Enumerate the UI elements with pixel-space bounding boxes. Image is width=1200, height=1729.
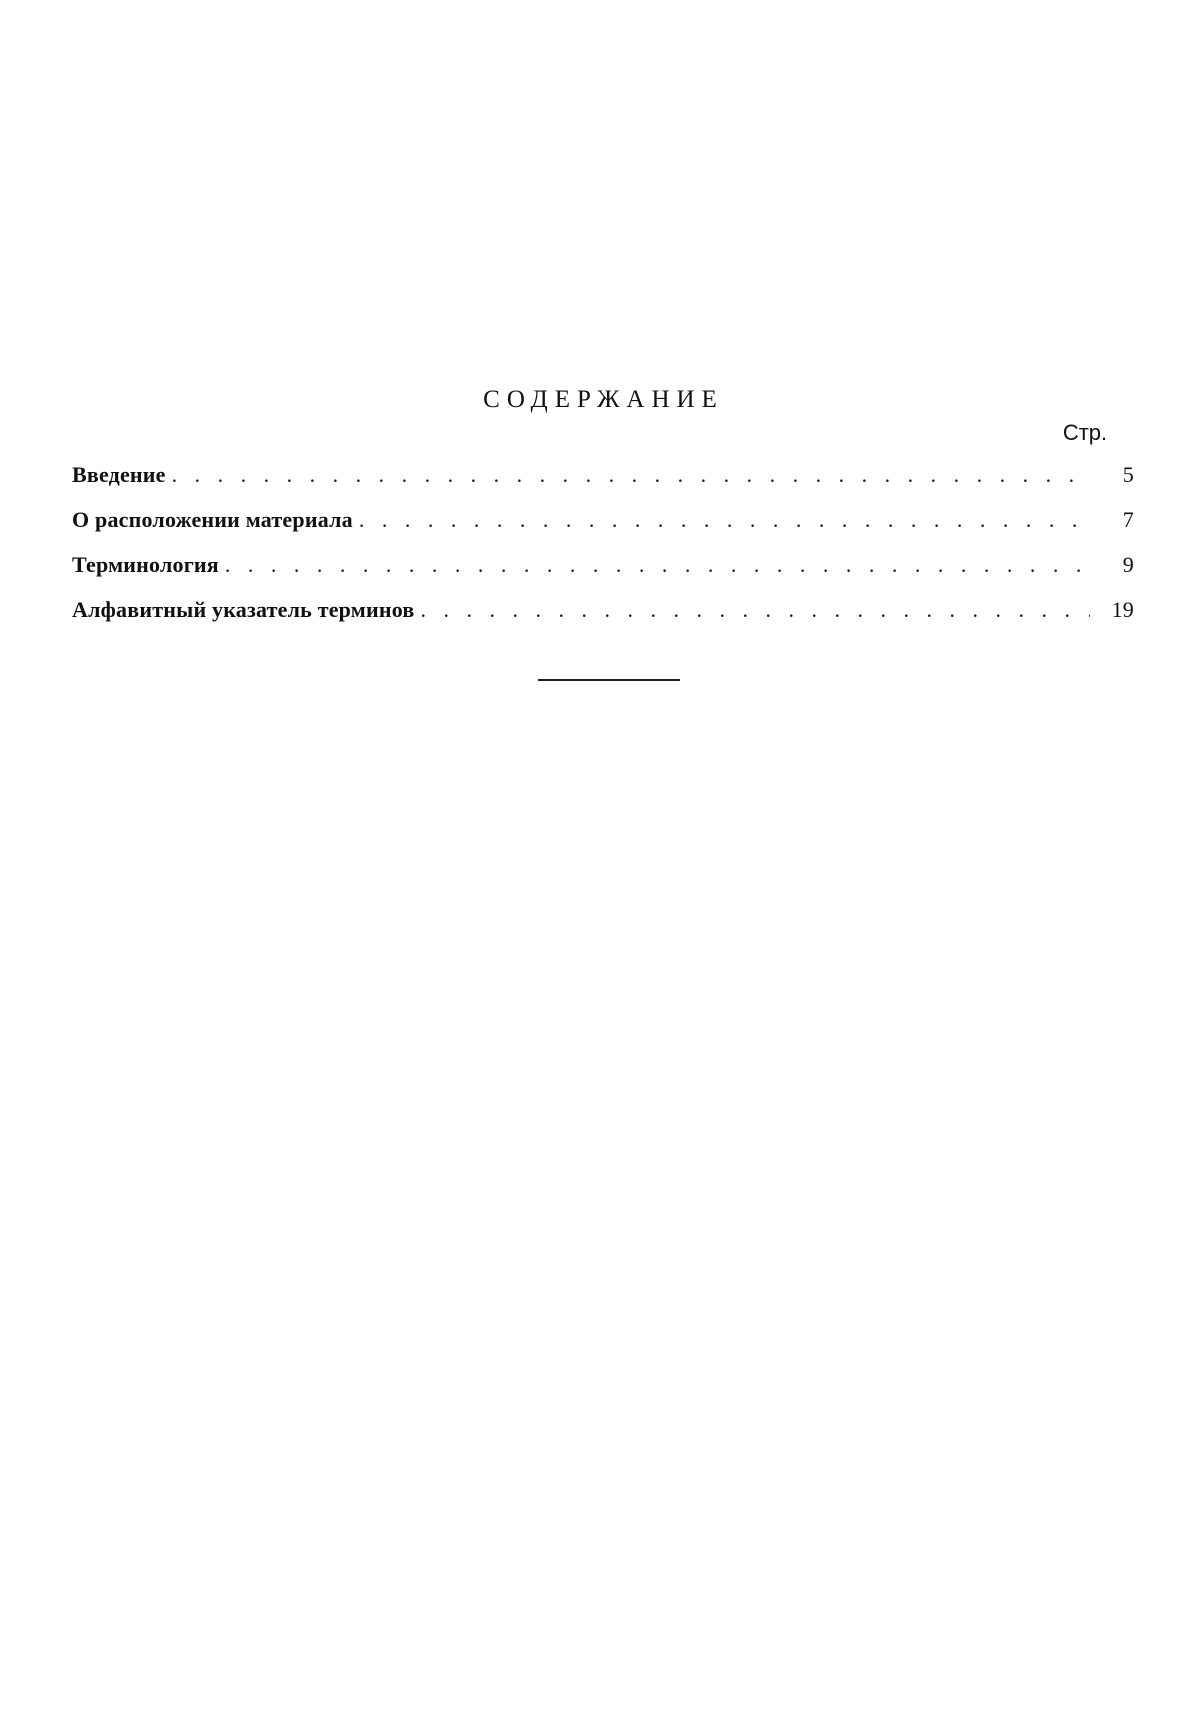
toc-entry-alphabetical-index[interactable]: [72, 597, 1134, 642]
toc-entry-page: 9: [1122, 552, 1134, 577]
toc-entry-material-arrangement[interactable]: [72, 507, 1134, 552]
dot-leader: [359, 507, 1088, 533]
dot-leader: [225, 552, 1084, 578]
dot-leader: [172, 462, 1082, 488]
toc-entry-page: 7: [1122, 507, 1134, 532]
page-column-header: Стр.: [1062, 420, 1108, 445]
toc-title: СОДЕРЖАНИЕ: [483, 386, 724, 413]
toc-entry-page: 19: [1111, 597, 1134, 622]
toc-entry-terminology[interactable]: [72, 552, 1134, 597]
toc-entry-label: О расположении материала: [72, 507, 353, 532]
toc-entry-label: Введение: [72, 462, 166, 487]
toc-entry-label: Терминология: [72, 552, 219, 577]
toc-entry-introduction[interactable]: [72, 462, 1134, 507]
toc-entry-label: Алфавитный указатель терминов: [72, 597, 415, 622]
toc-list: [72, 462, 1134, 642]
dot-leader: [420, 597, 1089, 623]
end-divider: [538, 679, 680, 681]
toc-entry-page: 5: [1122, 462, 1134, 487]
